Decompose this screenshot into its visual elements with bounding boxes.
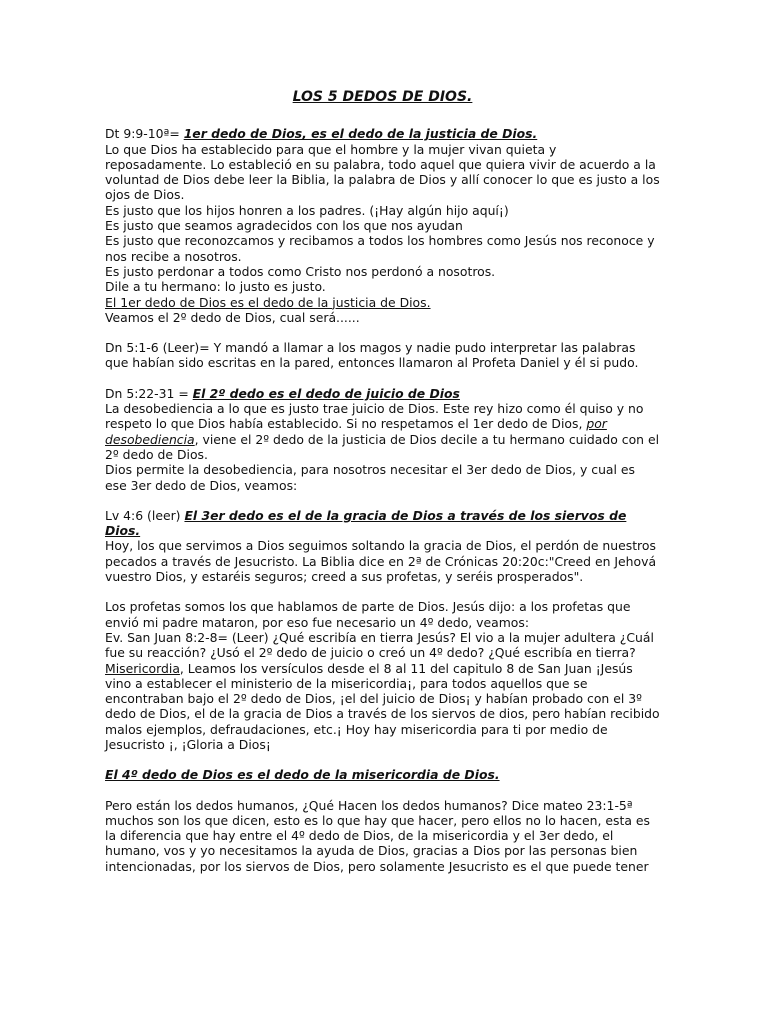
section-first-finger: [105, 126, 660, 325]
scripture-reference: Dt 9:9-10ª=: [105, 126, 184, 142]
section-heading: El 2º dedo es el dedo de juicio de Dios: [192, 385, 460, 401]
section-heading: El 4º dedo de Dios es el dedo de la misericordia de Dios.: [105, 767, 500, 783]
paragraph: Es justo que los hijos honren a los padres. (¡Hay algún hijo aquí¡): [105, 202, 509, 218]
paragraph: Dn 5:1-6 (Leer)= Y mandó a llamar a los magos y nadie pudo interpretar las palabras que habían sido escritas en la pared, entonces llamaron al Profeta Daniel y él si pudo.: [105, 340, 639, 371]
paragraph: [105, 630, 660, 752]
section-third-finger: [105, 508, 660, 584]
scripture-reference: Lv 4:6 (leer): [105, 507, 185, 523]
spacer: [105, 783, 660, 798]
text-run: , viene el 2º dedo de la justicia de Dios decile a tu hermano cuidado con el 2º dedo de Dios.: [105, 431, 660, 462]
underlined-statement: El 1er dedo de Dios es el dedo de la justicia de Dios.: [105, 294, 431, 310]
text-run: La desobediencia a lo que es justo trae juicio de Dios. Este rey hizo como él quiso y no respeto lo que Dios había establecido. Si no respetamos el 1er dedo de Dios,: [105, 401, 644, 432]
emphasis-text: por desobediencia: [105, 416, 607, 447]
paragraph: Veamos el 2º dedo de Dios, cual será......: [105, 309, 360, 325]
section-prophets: [105, 599, 660, 752]
scripture-reference: Dn 5:22-31 =: [105, 385, 193, 401]
paragraph: Los profetas somos los que hablamos de parte de Dios. Jesús dijo: a los profetas que envió mi padre mataron, por eso fue necesario un 4º dedo, veamos:: [105, 599, 631, 630]
paragraph: Es justo que reconozcamos y recibamos a todos los hombres como Jesús nos reconoce y nos recibe a nosotros.: [105, 233, 655, 264]
paragraph: Es justo que seamos agradecidos con los que nos ayudan: [105, 218, 463, 234]
paragraph: Hoy, los que servimos a Dios seguimos soltando la gracia de Dios, el perdón de nuestros pecados a través de Jesucristo. La Biblia dice en 2ª de Crónicas 20:20c:"Creed en Jehová vuestro Dios, y estaréis seguros; creed a sus profetas, y seréis prosperados".: [105, 538, 657, 585]
section-second-finger: [105, 386, 660, 493]
section-heading: 1er dedo de Dios, es el dedo de la justicia de Dios.: [183, 126, 538, 142]
paragraph: Pero están los dedos humanos, ¿Qué Hacen los dedos humanos? Dice mateo 23:1-5ª muchos son los que dicen, esto es lo que hay que hacer, pero ellos no lo hacen, esta es la diferencia que hay entre el 4º dedo de Dios, de la misericordia y el 3er dedo, el humano, vos y yo necesitamos la ayuda de Dios, gracias a Dios por las personas bien intencionadas, por los siervos de Dios, pero solamente Jesucristo es el que puede tener: [105, 797, 650, 874]
paragraph: Lo que Dios ha establecido para que el hombre y la mujer vivan quieta y reposadamente. Lo estableció en su palabra, todo aquel que quiera vivir de acuerdo a la voluntad de Dios debe leer la Biblia, la palabra de Dios y allí conocer lo que es justo a los ojos de Dios.: [105, 141, 660, 203]
document-title: LOS 5 DEDOS DE DIOS.: [292, 89, 473, 105]
paragraph: Dios permite la desobediencia, para nosotros necesitar el 3er dedo de Dios, y cual es ese 3er dedo de Dios, veamos:: [105, 462, 635, 493]
section-fourth-finger: [105, 767, 660, 874]
paragraph: [105, 401, 660, 462]
section-heading: El 3er dedo es el de la gracia de Dios a través de los siervos de Dios.: [105, 507, 627, 539]
text-run: Ev. San Juan 8:2-8= (Leer) ¿Qué escribía en tierra Jesús? El vio a la mujer adultera ¿Cuál fue su reacción? ¿Usó el 2º dedo de juicio o creó un 4º dedo? ¿Qué escribía en tierra?: [105, 629, 654, 661]
underlined-word: Misericordia: [105, 660, 180, 676]
paragraph: Dile a tu hermano: lo justo es justo.: [105, 279, 326, 295]
section-heading-line: [105, 126, 660, 141]
section-heading-line: [105, 386, 660, 401]
section-daniel-5-1: [105, 340, 660, 371]
section-heading-line: [105, 508, 660, 539]
paragraph: Es justo perdonar a todos como Cristo nos perdonó a nosotros.: [105, 263, 496, 279]
text-run: , Leamos los versículos desde el 8 al 11 del capitulo 8 de San Juan ¡Jesús vino a establecer el ministerio de la misericordia¡, para todos aquellos que se encontraban bajo el 2º dedo de Dios, ¡el del juicio de Dios¡ y habían probado con el 3º dedo de Dios, el de la gracia de Dios a través de los siervos de dios, pero habían recibido malos ejemplos, defraudaciones, etc.¡ Hoy hay misericordia para ti por medio de Jesucristo ¡, ¡Gloria a Dios¡: [105, 660, 660, 752]
